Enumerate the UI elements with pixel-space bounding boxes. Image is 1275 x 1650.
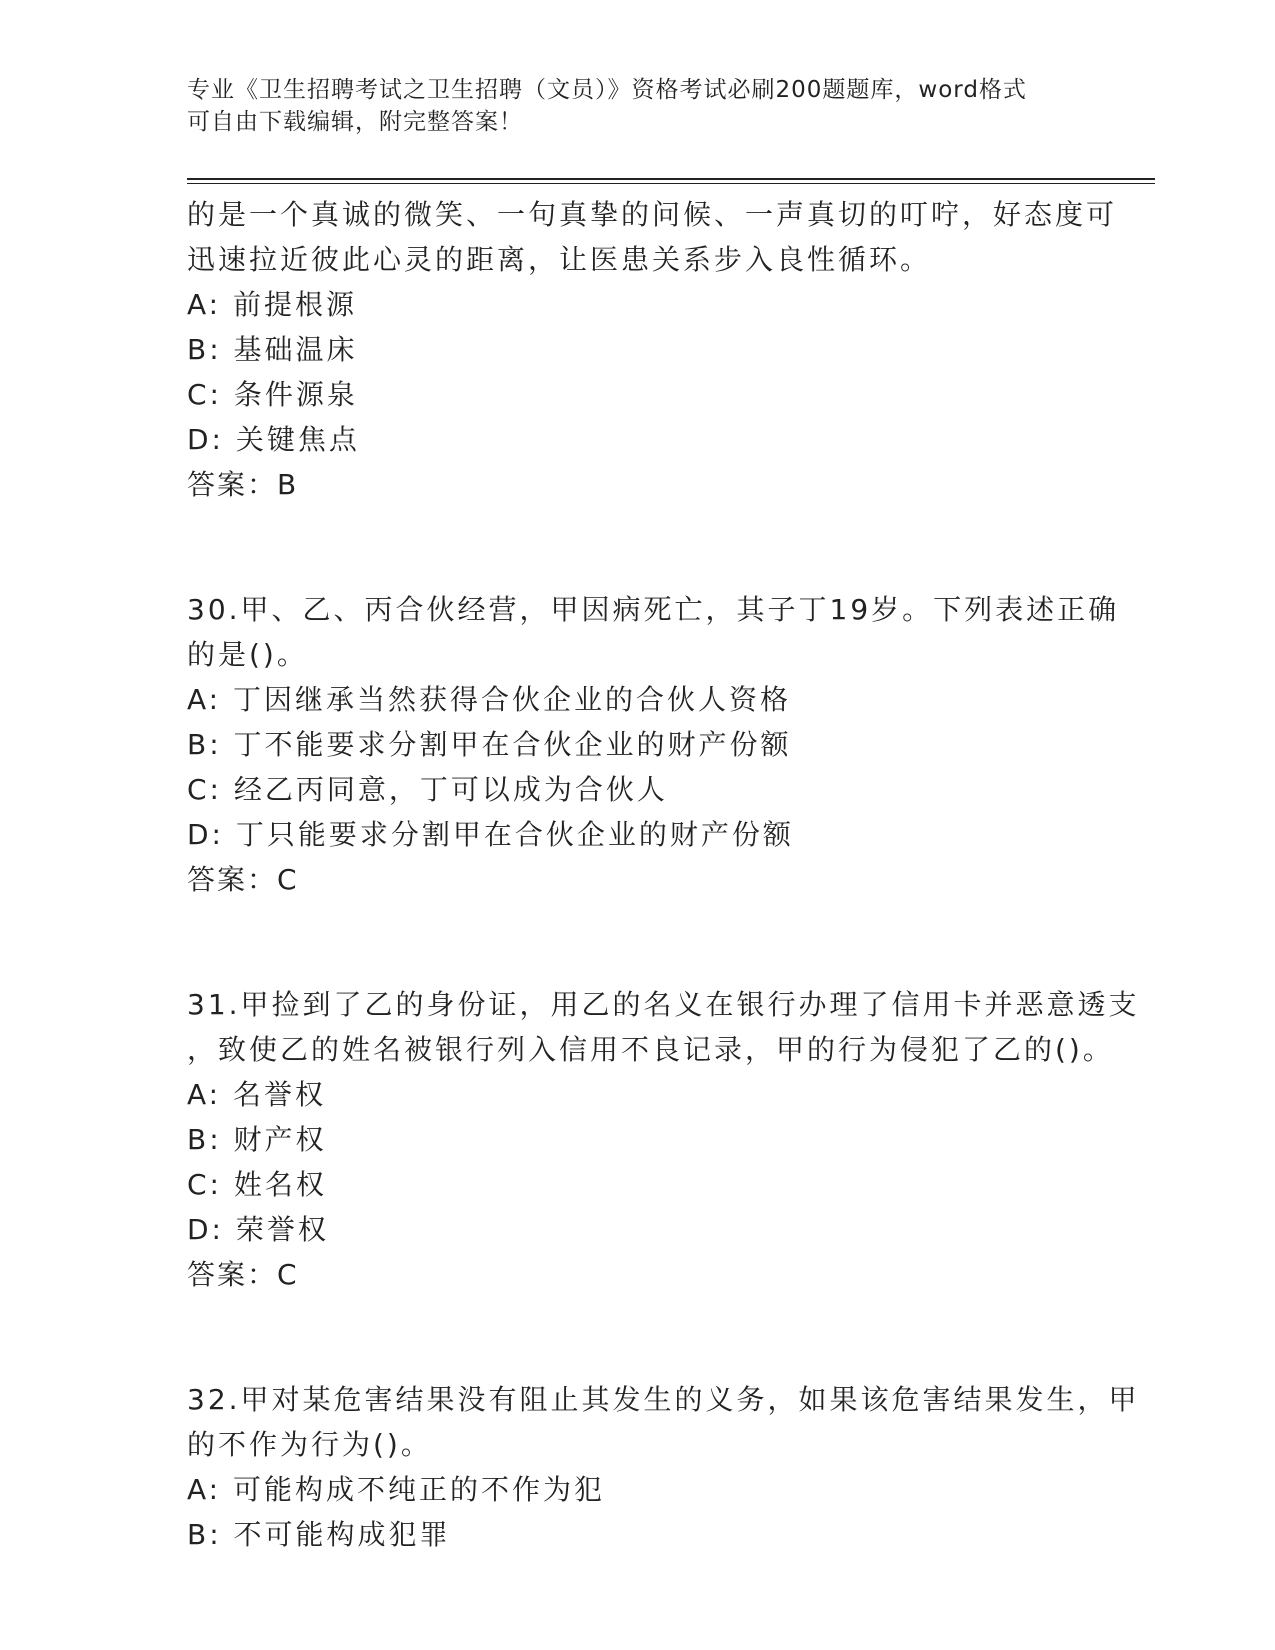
header-line-2: 可自由下载编辑，附完整答案！: [187, 109, 523, 135]
header-line-1: 专业《卫生招聘考试之卫生招聘（文员）》资格考试必刷200题题库，word格式: [187, 77, 1027, 103]
answer-line: 答案：C: [187, 1258, 299, 1291]
option-c: C: 经乙丙同意，丁可以成为合伙人: [187, 773, 668, 806]
option-d: D: 关键焦点: [187, 423, 360, 456]
option-b: B: 丁不能要求分割甲在合伙企业的财产份额: [187, 728, 792, 761]
option-b: B: 不可能构成犯罪: [187, 1518, 451, 1551]
question-block-continued: [187, 192, 1118, 507]
option-d: D: 丁只能要求分割甲在合伙企业的财产份额: [187, 818, 794, 851]
option-b: B: 财产权: [187, 1123, 327, 1156]
answer-line: 答案：B: [187, 468, 299, 501]
question-text-line: 32.甲对某危害结果没有阻止其发生的义务，如果该危害结果发生，甲: [187, 1383, 1140, 1416]
question-block-30: [187, 587, 1120, 902]
question-block-32: [187, 1377, 1140, 1557]
question-text-line: 的是一个真诚的微笑、一句真挚的问候、一声真切的叮咛，好态度可: [187, 198, 1118, 231]
option-a: A: 名誉权: [187, 1078, 326, 1111]
header-rule-thin: [187, 183, 1155, 184]
question-text-line: ，致使乙的姓名被银行列入信用不良记录，甲的行为侵犯了乙的()。: [187, 1033, 1114, 1066]
question-text-line: 31.甲捡到了乙的身份证，用乙的名义在银行办理了信用卡并恶意透支: [187, 988, 1140, 1021]
option-b: B: 基础温床: [187, 333, 358, 366]
option-a: A: 丁因继承当然获得合伙企业的合伙人资格: [187, 683, 791, 716]
question-block-31: [187, 982, 1140, 1297]
option-a: A: 可能构成不纯正的不作为犯: [187, 1473, 605, 1506]
question-text-line: 的是()。: [187, 638, 308, 671]
option-a: A: 前提根源: [187, 288, 357, 321]
question-content: [187, 192, 1140, 1557]
answer-line: 答案：C: [187, 863, 299, 896]
option-d: D: 荣誉权: [187, 1213, 329, 1246]
option-c: C: 条件源泉: [187, 378, 358, 411]
question-text-line: 30.甲、乙、丙合伙经营，甲因病死亡，其子丁19岁。下列表述正确: [187, 593, 1120, 626]
option-c: C: 姓名权: [187, 1168, 327, 1201]
document-header: [187, 74, 1067, 138]
question-text-line: 的不作为行为()。: [187, 1428, 432, 1461]
header-rule-thick: [187, 178, 1155, 180]
question-text-line: 迅速拉近彼此心灵的距离，让医患关系步入良性循环。: [187, 243, 932, 276]
